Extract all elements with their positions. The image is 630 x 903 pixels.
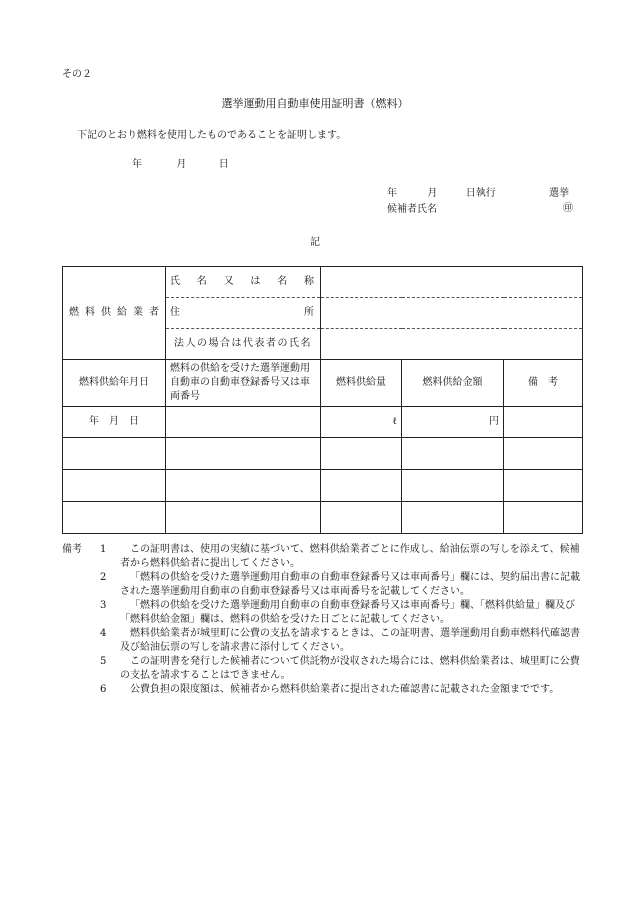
note-text: 「燃料の供給を受けた選挙運動用自動車の自動車登録番号又は車両番号」欄には、契約届出書に記載された選挙運動用自動車の自動車登録番号又は車両番号を記載してください。 [120, 572, 580, 597]
form-number: その２ [62, 69, 92, 80]
supplier-name-field[interactable] [321, 267, 583, 298]
table-row [63, 438, 583, 470]
column-header-amount: 燃料供給金額 [402, 360, 504, 407]
quantity-cell[interactable] [321, 438, 402, 470]
ki-label: 記 [310, 237, 320, 248]
election-year-label: 年 [387, 188, 397, 199]
amount-cell[interactable] [402, 438, 504, 470]
remarks-cell[interactable] [504, 502, 583, 534]
list-item [62, 655, 584, 683]
list-item [62, 543, 584, 571]
amount-cell[interactable] [402, 502, 504, 534]
election-label: 選挙 [549, 188, 569, 199]
candidate-name-label: 候補者氏名 [387, 204, 437, 215]
remarks-cell[interactable] [504, 438, 583, 470]
election-line [387, 184, 496, 199]
seal-mark: ㊞ [563, 203, 573, 214]
note-text: 「燃料の供給を受けた選挙運動用自動車の自動車登録番号又は車両番号」欄、「燃料供給量」欄及び「燃料供給金額」欄は、燃料の供給を受けた日ごとに記載してください。 [120, 600, 575, 625]
issue-date-line [132, 155, 229, 170]
note-text: 燃料供給業者が城里町に公費の支払を請求するときは、この証明書、選挙運動用自動車燃料代確認書及び給油伝票の写しを請求書に添付してください。 [120, 628, 580, 653]
vehicle-number-cell[interactable] [166, 438, 321, 470]
representative-name-label: 法人の場合は代表者の氏名 [166, 329, 321, 360]
document-title: 選挙運動用自動車使用証明書（燃料） [221, 97, 409, 110]
amount-cell[interactable] [402, 470, 504, 502]
vehicle-number-cell[interactable] [166, 470, 321, 502]
remarks-cell[interactable] [504, 407, 583, 438]
note-text: この証明書を発行した候補者について供託物が没収された場合には、燃料供給業者は、城里町に公費の支払を請求することはできません。 [120, 656, 580, 681]
column-header-remarks: 備 考 [504, 360, 583, 407]
remarks-cell[interactable] [504, 470, 583, 502]
certification-statement: 下記のとおり燃料を使用したものであることを証明します。 [77, 130, 347, 141]
note-number: 5 [100, 656, 107, 667]
note-number: 1 [100, 544, 107, 555]
fuel-usage-table [62, 266, 583, 534]
quantity-cell[interactable] [321, 470, 402, 502]
supply-date-cell[interactable] [63, 438, 166, 470]
representative-name-field[interactable] [321, 329, 583, 360]
note-number: 4 [100, 628, 107, 639]
notes-heading: 備考 [62, 544, 82, 555]
table-row [63, 407, 583, 438]
note-number: 6 [100, 684, 107, 695]
supply-date-cell[interactable] [63, 502, 166, 534]
table-row [63, 470, 583, 502]
vehicle-number-cell[interactable] [166, 502, 321, 534]
list-item [62, 627, 584, 655]
issue-day-label: 日 [218, 159, 229, 170]
quantity-cell[interactable] [321, 502, 402, 534]
amount-cell[interactable]: 円 [402, 407, 504, 438]
supplier-label-cell: 燃料供給業者 [63, 267, 166, 360]
election-exec-label: 日執行 [465, 188, 496, 199]
supply-date-cell[interactable]: 年 月 日 [63, 407, 166, 438]
note-text: 公費負担の限度額は、候補者から燃料供給業者に提出された確認書に記載された金額までです。 [130, 684, 560, 695]
list-item [62, 571, 584, 599]
supply-date-cell[interactable] [63, 470, 166, 502]
vehicle-number-cell[interactable] [166, 407, 321, 438]
column-header-quantity: 燃料供給量 [321, 360, 402, 407]
table-row [63, 502, 583, 534]
quantity-cell[interactable]: ℓ [321, 407, 402, 438]
note-number: 2 [100, 572, 107, 583]
list-item [62, 683, 584, 697]
issue-year-label: 年 [132, 159, 142, 170]
supplier-address-label: 住所 [166, 298, 321, 329]
note-number: 3 [100, 600, 107, 611]
list-item [62, 599, 584, 627]
column-header-date: 燃料供給年月日 [63, 360, 166, 407]
notes-section [62, 543, 584, 697]
supplier-name-label: 氏名又は名称 [166, 267, 321, 298]
column-header-vehicle-number: 燃料の供給を受けた選挙運動用自動車の自動車登録番号又は車両番号 [166, 360, 321, 407]
supplier-address-field[interactable] [321, 298, 583, 329]
note-text: この証明書は、使用の実績に基づいて、燃料供給業者ごとに作成し、給油伝票の写しを添えて、候補者から燃料供給者に提出してください。 [120, 544, 580, 569]
issue-month-label: 月 [176, 159, 187, 170]
election-month-label: 月 [427, 188, 438, 199]
